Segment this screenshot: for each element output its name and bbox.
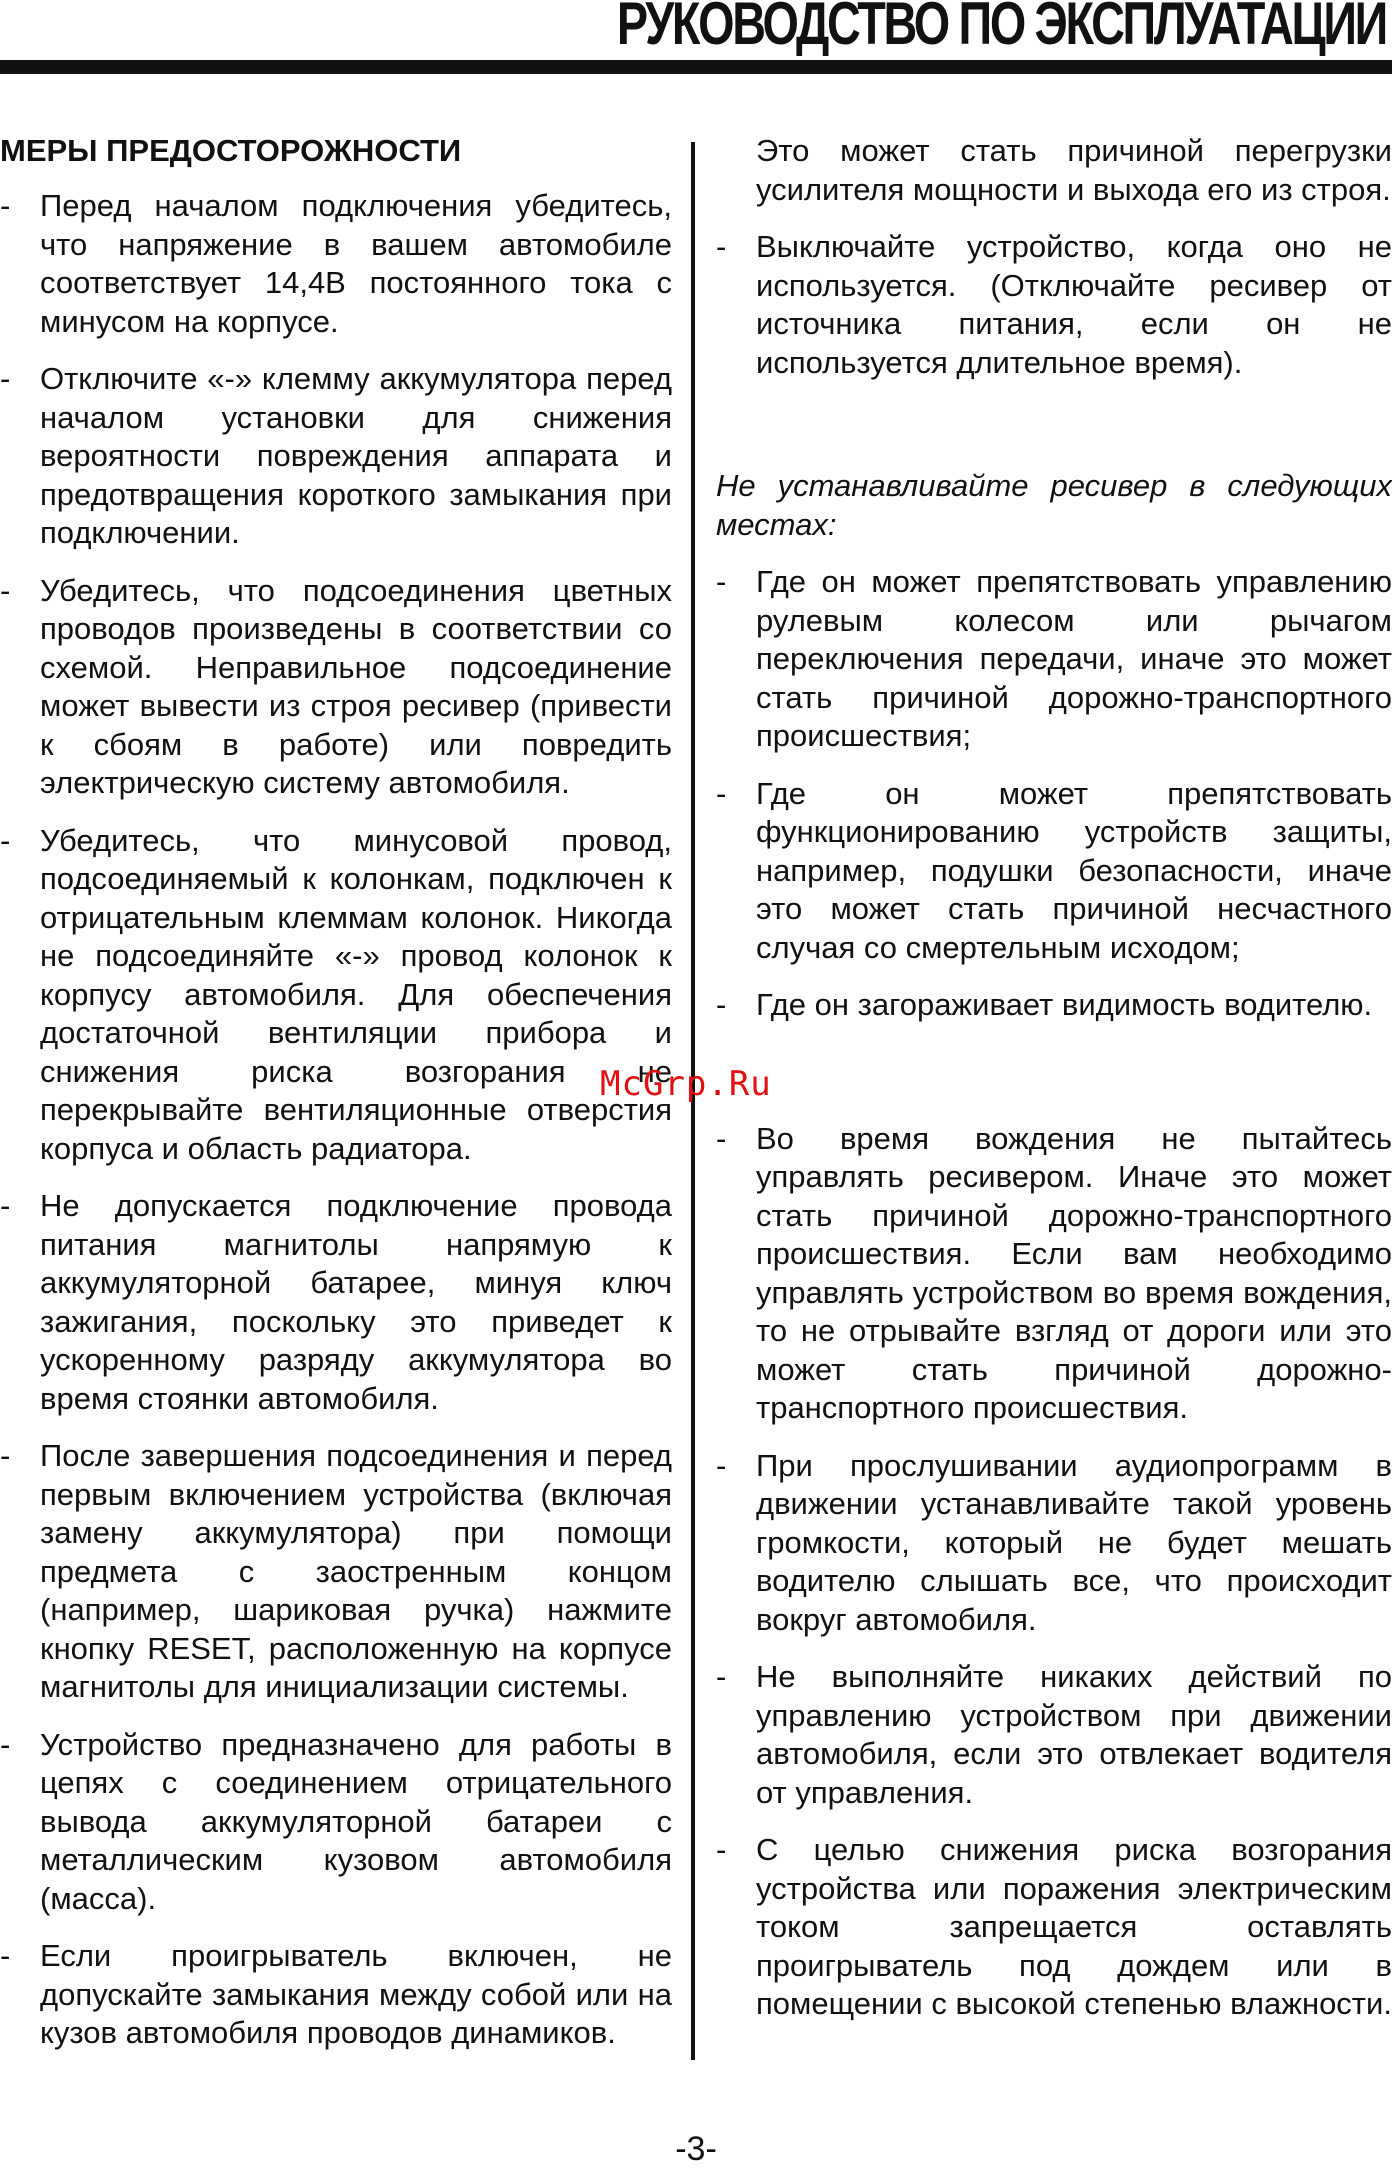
bullet-dash: - [0, 572, 11, 608]
bullet-dash: - [716, 1832, 727, 1867]
bullet-dash: - [0, 1938, 11, 1973]
list-item-text: Отключите «-» клемму аккумулятора перед началом установки для снижения вероятности повреждения аппарата и предотвращения короткого замыкания при подключении. [40, 361, 672, 550]
bullet-dash: - [716, 564, 727, 599]
list-item-text: Убедитесь, что минусовой провод, подсоединяемый к колонкам, подключен к отрицательным клеммам колонок. Никогда не подсоединяйте «-» провод колонок к корпусу автомобиля. Для обеспечения достаточной вентиляции прибора и снижения риска возгорания не перекрывайте вентиляционные отверстия корпуса и область радиатора. [40, 822, 672, 1166]
list-item [716, 1831, 1392, 2024]
list-item [0, 187, 672, 341]
list-item-text: Устройство предназначено для работы в цепях с соединением отрицательного вывода аккумуляторной батареи с металлическим кузовом автомобиля (масса). [40, 1726, 672, 1916]
bullet-dash: - [716, 1120, 727, 1156]
list-item-text: Во время вождения не пытайтесь управлять ресивером. Иначе это может стать причиной дорожно-транспортного происшествия. Если вам необходимо управлять устройством во время вождения, то не отрывайте взгляд от дороги или это может стать причиной дорожно-транспортного происшествия. [756, 1120, 1392, 1425]
watermark: McGrp.Ru [600, 1064, 772, 1104]
list-item [0, 822, 672, 1169]
right-column [716, 132, 1392, 2043]
list-item-text: Не допускается подключение провода питания магнитолы напрямую к аккумуляторной батарее, минуя ключ зажигания, поскольку это приведет к ускоренному разряду аккумулятора во время стоянки автомобиля. [40, 1188, 672, 1416]
list-item [716, 1447, 1392, 1640]
subheading: Не устанавливайте ресивер в следующих местах: [716, 468, 1392, 542]
bullet-dash: - [0, 1438, 11, 1473]
list-item [0, 572, 672, 803]
bullet-dash: - [716, 229, 727, 264]
bullet-dash: - [0, 188, 11, 223]
list-item [716, 563, 1392, 756]
list-item-text: Где он может препятствовать функционированию устройств защиты, например, подушки безопасности, иначе это может стать причиной несчастного случая со смертельным исходом; [756, 775, 1392, 965]
list-item [0, 360, 672, 553]
list-item [0, 1937, 672, 2053]
list-item-text: При прослушивании аудиопрограмм в движении устанавливайте такой уровень громкости, который не будет мешать водителю слышать все, что происходит вокруг автомобиля. [756, 1447, 1392, 1637]
spacer [716, 1044, 1392, 1120]
list-item-text: После завершения подсоединения и перед первым включением устройства (включая замену аккумулятора) при помощи предмета с заостренным концом (например, шариковая ручка) нажмите кнопку RESET, расположенную на корпусе магнитолы для инициализации системы. [40, 1438, 672, 1704]
list-item-text: С целью снижения риска возгорания устройства или поражения электрическим током запрещается оставлять проигрыватель под дождем или в помещении с высокой степенью влажности. [756, 1832, 1392, 2021]
continuation-text: Это может стать причиной перегрузки усилителя мощности и выхода его из строя. [756, 133, 1392, 207]
list-item [716, 1658, 1392, 1812]
page-number: -3- [675, 2130, 717, 2168]
list-item [716, 986, 1392, 1025]
bullet-dash: - [716, 775, 727, 811]
list-item-text: Где он загораживает видимость водителю. [756, 987, 1373, 1022]
list-item [0, 1187, 672, 1418]
header-rule [0, 60, 1392, 74]
list-item-text: Где он может препятствовать управлению рулевым колесом или рычагом переключения передачи, иначе это может стать причиной дорожно-транспортного происшествия; [756, 564, 1392, 753]
bullet-dash: - [716, 1659, 727, 1694]
list-item-text: Не выполняйте никаких действий по управлению устройством при движении автомобиля, если это отвлекает водителя от управления. [756, 1659, 1392, 1810]
list-item [0, 1726, 672, 1919]
section-title: МЕРЫ ПРЕДОСТОРОЖНОСТИ [0, 133, 462, 168]
list-item [716, 775, 1392, 968]
list-item-text: Если проигрыватель включен, не допускайте замыкания между собой или на кузов автомобиля проводов динамиков. [40, 1938, 672, 2050]
list-item [716, 1120, 1392, 1428]
bullet-dash: - [0, 1188, 11, 1223]
page-header-title: РУКОВОДСТВО ПО ЭКСПЛУАТАЦИИ [616, 0, 1386, 57]
bullet-dash: - [0, 361, 11, 396]
bullet-dash: - [0, 822, 11, 858]
list-item-text: Выключайте устройство, когда оно не используется. (Отключайте ресивер от источника питания, если он не используется длительное время). [756, 229, 1392, 380]
bullet-dash: - [716, 987, 727, 1022]
left-column [0, 132, 672, 2072]
bullet-dash: - [716, 1447, 727, 1483]
list-item [716, 228, 1392, 382]
bullet-dash: - [0, 1726, 11, 1762]
list-item-text: Убедитесь, что подсоединения цветных проводов произведены в соответствии со схемой. Неправильное подсоединение может вывести из строя ресивер (привести к сбоям в работе) или повредить электрическую систему автомобиля. [40, 572, 672, 800]
list-item [0, 1437, 672, 1707]
list-item-text: Перед началом подключения убедитесь, что напряжение в вашем автомобиле соответствует 14,4В постоянного тока с минусом на корпусе. [40, 188, 672, 339]
